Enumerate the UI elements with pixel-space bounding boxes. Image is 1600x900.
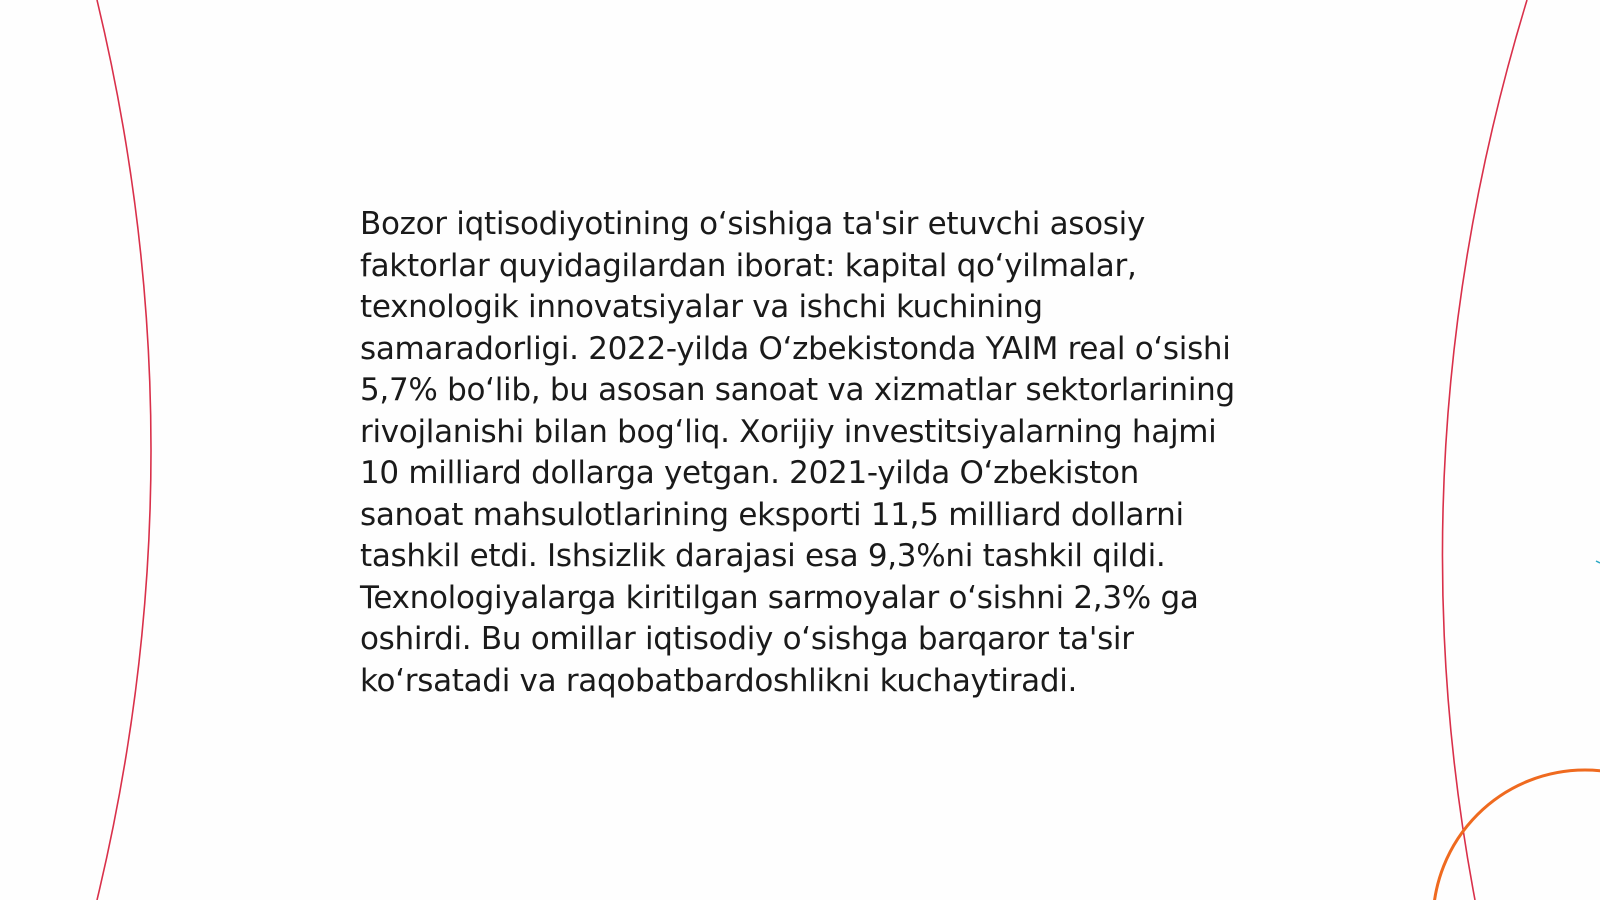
left-curve-decoration: [97, 0, 151, 900]
body-paragraph: Bozor iqtisodiyotining o‘sishiga ta'sir etuvchi asosiy faktorlar quyidagilardan iborat: kapital qo‘yilmalar, texnologik innovatsiyalar va ishchi kuchining samaradorligi. 2022-yilda O‘zbekistonda YAIM real o‘sishi 5,7% bo‘lib, bu asosan sanoat va xizmatlar sektorlarining rivojlanishi bilan bog‘liq. Xorijiy investitsiyalarning hajmi 10 milliard dollarga yetgan. 2021-yilda O‘zbekiston sanoat mahsulotlarining eksporti 11,5 milliard dollarni tashkil etdi. Ishsizlik darajasi esa 9,3%ni tashkil qildi. Texnologiyalarga kiritilgan sarmoyalar o‘sishni 2,3% ga oshirdi. Bu omillar iqtisodiy o‘sishga barqaror ta'sir ko‘rsatadi va raqobatbardoshlikni kuchaytiradi.: [360, 206, 1235, 699]
orange-circle-decoration: [1433, 770, 1600, 900]
right-curve-decoration: [1442, 0, 1527, 900]
teal-accent-decoration: [1596, 561, 1600, 563]
